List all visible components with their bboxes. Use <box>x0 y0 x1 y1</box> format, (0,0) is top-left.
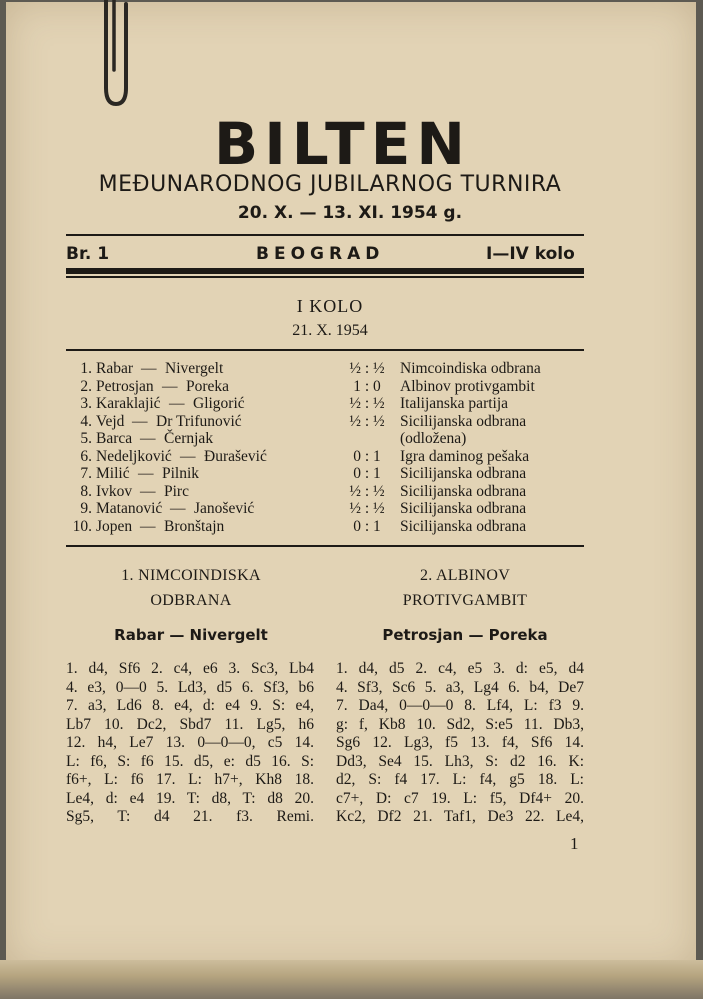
white-player: Milić <box>96 465 130 482</box>
result-number: 5. <box>80 430 92 447</box>
black-player: Dr Trifunović <box>156 412 242 430</box>
pairing-dash: — <box>140 430 156 447</box>
bulletin-subtitle: MEĐUNARODNOG JUBILARNOG TURNIRA <box>98 172 562 197</box>
result-number: 7. <box>80 465 92 482</box>
pairing-dash: — <box>170 500 186 517</box>
move-line: 4. Sf3, Sc6 5. a3, Lg4 6. b4, De7 <box>336 678 584 696</box>
pairing-dash: — <box>141 360 157 377</box>
result-row <box>66 430 586 448</box>
move-line: 7. Da4, 0—0—0 8. Lf4, L: f3 9. <box>336 697 584 714</box>
result-number: 2. <box>80 377 92 395</box>
black-player: Nivergelt <box>165 360 224 377</box>
result-row <box>66 413 586 431</box>
black-player: Poreka <box>186 377 230 395</box>
pairing-dash: — <box>162 377 178 395</box>
opening-name: Sicilijanska odbrana <box>400 465 527 482</box>
opening-name: Sicilijanska odbrana <box>400 412 527 430</box>
result-number: 1. <box>80 360 92 377</box>
game1-heading-line1: 1. NIMCOINDISKA <box>121 567 261 584</box>
move-line: f6+, L: f6 17. L: h7+, Kh8 18. <box>66 771 314 788</box>
game2-moves <box>336 660 584 827</box>
result-row <box>66 500 586 518</box>
result-score: ½ : ½ <box>349 395 385 412</box>
game1-players: Rabar — Nivergelt <box>114 626 268 644</box>
move-line: 12. h4, Le7 13. 0—0—0, c5 14. <box>66 734 314 751</box>
white-player: Petrosjan <box>96 377 154 395</box>
results-table <box>66 360 586 535</box>
pairing-dash: — <box>138 465 154 482</box>
move-line: Dd3, Se4 15. Lh3, S: d2 16. K: <box>336 752 584 770</box>
white-player: Ivkov <box>96 482 133 500</box>
page-stack-edge <box>0 960 703 999</box>
result-row <box>66 448 586 466</box>
white-player: Barca <box>96 430 133 447</box>
white-player: Jopen <box>96 517 133 535</box>
result-number: 9. <box>80 500 92 517</box>
game1-moves <box>66 660 314 827</box>
opening-name: Albinov protivgambit <box>400 377 535 395</box>
result-row <box>66 518 586 536</box>
game2-heading-line1: 2. ALBINOV <box>419 567 511 584</box>
issue-city: BEOGRAD <box>256 244 385 264</box>
white-player: Karaklajić <box>96 395 161 412</box>
result-score: 0 : 1 <box>353 465 381 482</box>
black-player: Gligorić <box>193 395 245 412</box>
opening-name: Igra daminog pešaka <box>400 447 530 465</box>
results-top-rule <box>66 349 584 351</box>
page-number: 1 <box>570 834 579 853</box>
result-number: 10. <box>72 517 92 535</box>
game1-heading-line2: ODBRANA <box>150 592 232 609</box>
move-line: Kc2, Df2 21. Taf1, De3 22. Le4, <box>336 808 584 825</box>
result-row <box>66 465 586 483</box>
results-bottom-rule <box>66 545 584 547</box>
pairing-dash: — <box>169 395 185 412</box>
move-line: 1. d4, d5 2. c4, e5 3. d: e5, d4 <box>336 660 584 677</box>
issue-number: Br. 1 <box>66 244 110 264</box>
pairing-dash: — <box>180 447 196 465</box>
black-player: Černjak <box>164 430 214 447</box>
result-row <box>66 483 586 501</box>
opening-name: Italijanska partija <box>400 395 509 412</box>
black-player: Janošević <box>194 500 255 517</box>
pairing-dash: — <box>132 412 148 430</box>
result-score: ½ : ½ <box>349 482 385 500</box>
game2-players: Petrosjan — Poreka <box>382 626 548 644</box>
result-row <box>66 395 586 413</box>
black-player: Bronštajn <box>164 517 225 535</box>
opening-name: Sicilijanska odbrana <box>400 517 527 535</box>
move-line: Lb7 10. Dc2, Sbd7 11. Lg5, h6 <box>66 715 314 733</box>
move-line: L: f6, S: f6 15. d5, e: d5 16. S: <box>66 752 314 770</box>
move-line: 1. d4, Sf6 2. c4, e6 3. Sc3, Lb4 <box>66 660 314 677</box>
issue-rounds: I—IV kolo <box>486 244 575 264</box>
move-line: g: f, Kb8 10. Sd2, S:e5 11. Db3, <box>336 715 584 733</box>
opening-name: Sicilijanska odbrana <box>400 482 527 500</box>
header-top-rule <box>66 234 584 236</box>
move-line: 4. e3, 0—0 5. Ld3, d5 6. Sf3, b6 <box>66 678 314 696</box>
move-line: 7. a3, Ld6 8. e4, d: e4 9. S: e4, <box>66 697 314 714</box>
move-line: Sg5, T: d4 21. f3. Remi. <box>66 808 314 825</box>
bulletin-title: BILTEN <box>214 110 471 178</box>
opening-name: Nimcoindiska odbrana <box>400 360 541 377</box>
move-line: d2, S: f4 17. L: f4, g5 18. L: <box>336 771 584 788</box>
result-score: ½ : ½ <box>349 412 385 430</box>
white-player: Rabar <box>96 360 134 377</box>
move-line: c7+, D: c7 19. L: f5, Df4+ 20. <box>336 789 584 807</box>
result-number: 3. <box>80 395 92 412</box>
pairing-dash: — <box>140 517 156 535</box>
result-row <box>66 360 586 378</box>
result-score: 0 : 1 <box>353 517 381 535</box>
result-row <box>66 378 586 396</box>
header-thick-rule <box>66 268 584 274</box>
result-score: ½ : ½ <box>349 500 385 517</box>
move-line: Sg6 12. Lg3, f5 13. f4, Sf6 14. <box>336 734 584 751</box>
paper-clip-icon <box>92 0 134 110</box>
opening-name: (odložena) <box>400 430 467 447</box>
opening-name: Sicilijanska odbrana <box>400 500 527 517</box>
result-score: 0 : 1 <box>353 447 381 465</box>
move-line: Le4, d: e4 19. T: d8, T: d8 20. <box>66 789 314 807</box>
black-player: Pirc <box>164 482 189 500</box>
white-player: Nedeljković <box>96 447 172 465</box>
black-player: Đurašević <box>204 447 267 465</box>
white-player: Vejd <box>96 412 125 430</box>
round-title: I KOLO <box>296 296 364 316</box>
round-date: 21. X. 1954 <box>292 322 368 339</box>
white-player: Matanović <box>96 500 163 517</box>
result-score: ½ : ½ <box>349 360 385 377</box>
result-score: 1 : 0 <box>353 377 381 395</box>
game2-heading-line2: PROTIVGAMBIT <box>402 592 528 609</box>
pairing-dash: — <box>140 482 156 500</box>
result-number: 8. <box>80 482 92 500</box>
black-player: Pilnik <box>162 465 200 482</box>
result-number: 4. <box>80 412 92 430</box>
result-number: 6. <box>80 447 92 465</box>
tournament-dates: 20. X. — 13. XI. 1954 g. <box>237 203 463 223</box>
header-thin-rule <box>66 276 584 278</box>
